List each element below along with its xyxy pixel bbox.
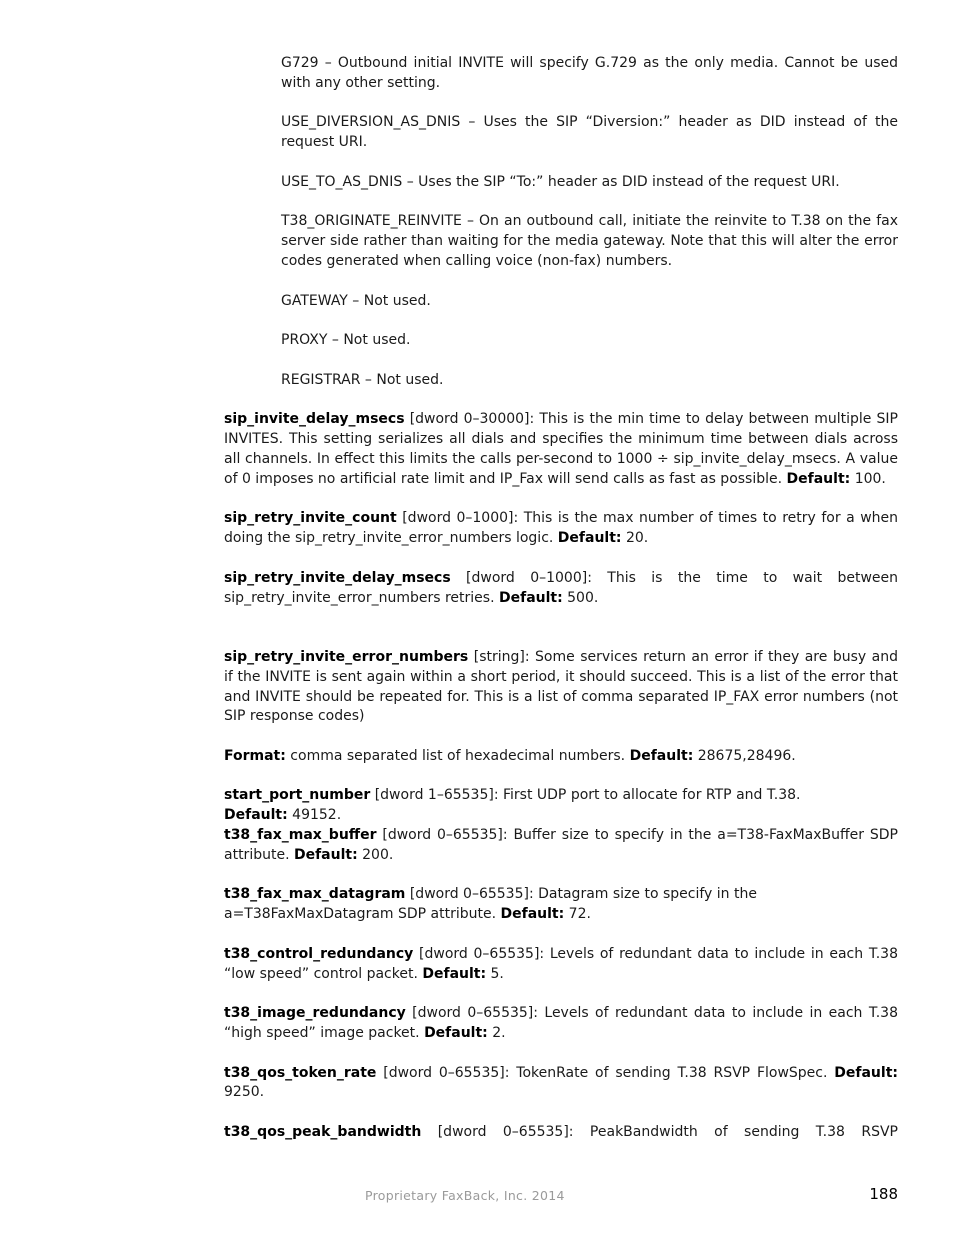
param-description: [dword 0–65535]: Levels of redundant data to include in each T.38 “high speed” image packet. xyxy=(224,1005,898,1042)
param-name: t38_qos_token_rate xyxy=(224,1064,377,1081)
option-registrar: REGISTRAR – Not used. xyxy=(281,371,444,388)
param-t38-fax-max-buffer xyxy=(224,826,898,866)
default-value: 2. xyxy=(487,1025,506,1042)
param-description: [dword 0–65535]: Levels of redundant data to include in each T.38 “low speed” control packet. xyxy=(224,945,898,982)
default-value: 20. xyxy=(621,530,649,547)
param-name: t38_fax_max_buffer xyxy=(224,827,377,844)
param-name: sip_invite_delay_msecs xyxy=(224,411,405,428)
option-use-to-as-dnis: USE_TO_AS_DNIS – Uses the SIP “To:” header as DID instead of the request URI. xyxy=(281,173,840,190)
document-page xyxy=(224,54,898,1163)
default-label: Default: xyxy=(424,1025,488,1042)
param-name: t38_control_redundancy xyxy=(224,945,414,962)
default-value: 72. xyxy=(564,906,591,923)
param-t38-qos-token-rate xyxy=(224,1064,898,1104)
param-t38-fax-max-datagram xyxy=(224,885,898,925)
param-description: [dword 0–65535]: PeakBandwidth of sending T.38 RSVP xyxy=(421,1124,898,1141)
default-value: 500. xyxy=(562,589,599,606)
option-g729: G729 – Outbound initial INVITE will specify G.729 as the only media. Cannot be used with any other setting. xyxy=(281,55,898,91)
default-label: Default: xyxy=(834,1064,898,1081)
format-line xyxy=(224,747,898,767)
param-name: t38_image_redundancy xyxy=(224,1005,406,1022)
default-label: Default: xyxy=(557,530,622,547)
default-value: 100. xyxy=(850,470,886,487)
default-label: Default: xyxy=(293,846,358,863)
default-label: Default: xyxy=(422,965,487,982)
option-t38-originate-reinvite: T38_ORIGINATE_REINVITE – On an outbound call, initiate the reinvite to T.38 on the fax server side rather than waiting for the media gateway. Note that this will alter the error codes generated when calling voice (non-fax) numbers. xyxy=(281,213,898,269)
param-name: t38_qos_peak_bandwidth xyxy=(224,1124,422,1141)
default-label: Default: xyxy=(629,747,694,764)
param-name: sip_retry_invite_delay_msecs xyxy=(224,569,451,586)
param-description: [dword 0–65535]: Datagram size to specify in the xyxy=(405,886,757,903)
page-number: 188 xyxy=(869,1185,898,1203)
param-t38-image-redundancy xyxy=(224,1004,898,1044)
default-label: Default: xyxy=(224,807,288,824)
default-label: Default: xyxy=(786,470,851,487)
param-name: sip_retry_invite_error_numbers xyxy=(224,648,469,665)
param-t38-qos-peak-bandwidth xyxy=(224,1123,898,1143)
param-sip-retry-invite-delay-msecs xyxy=(224,569,898,609)
default-value: 5. xyxy=(486,965,504,982)
param-name: start_port_number xyxy=(224,787,371,804)
param-sip-invite-delay-msecs xyxy=(224,410,898,489)
param-description: [dword 0–65535]: TokenRate of sending T.38 RSVP FlowSpec. xyxy=(376,1064,835,1081)
default-value: 9250. xyxy=(224,1084,265,1101)
default-value: 28675,28496. xyxy=(693,747,796,764)
param-name: sip_retry_invite_count xyxy=(224,510,397,527)
param-sip-retry-invite-count xyxy=(224,509,898,549)
param-description: [dword 0–30000]: This is the min time to delay between multiple SIP INVITES. This setting serializes all dials and specifies the minimum time between dials across all channels. In effect this limits the calls per-second to 1000 ÷ sip_invite_delay_msecs. A value of 0 imposes no artificial rate limit and IP_Fax will send calls as fast as possible. xyxy=(224,411,898,487)
param-description-cont: a=T38FaxMaxDatagram SDP attribute. xyxy=(224,906,501,923)
param-description: [dword 0–1000]: This is the time to wait between sip_retry_invite_error_numbers retries. xyxy=(224,569,898,606)
param-description: [dword 0–1000]: This is the max number of times to retry for a when doing the sip_retry_invite_error_numbers logic. xyxy=(224,510,898,547)
param-description: [dword 1–65535]: First UDP port to allocate for RTP and T.38. xyxy=(370,787,801,804)
option-gateway: GATEWAY – Not used. xyxy=(281,292,431,309)
default-label: Default: xyxy=(498,589,563,606)
footer-copyright: Proprietary FaxBack, Inc. 2014 xyxy=(365,1188,565,1203)
default-value: 200. xyxy=(357,846,394,863)
option-proxy: PROXY – Not used. xyxy=(281,332,411,349)
param-t38-control-redundancy xyxy=(224,945,898,985)
default-label: Default: xyxy=(500,906,565,923)
param-name: t38_fax_max_datagram xyxy=(224,886,406,903)
default-value: 49152. xyxy=(287,807,342,824)
param-description: [string]: Some services return an error if they are busy and if the INVITE is sent again within a short period, it should succeed. This is a list of the error that and INVITE should be repeated for. This is a list of comma separated IP_FAX error numbers (not SIP response codes) xyxy=(224,648,898,725)
format-description: comma separated list of hexadecimal numbers. xyxy=(285,747,630,764)
option-use-diversion-as-dnis: USE_DIVERSION_AS_DNIS – Uses the SIP “Diversion:” header as DID instead of the request URI. xyxy=(281,114,898,151)
param-description: [dword 0–65535]: Buffer size to specify in the a=T38-FaxMaxBuffer SDP attribute. xyxy=(224,827,898,863)
param-start-port-number xyxy=(224,786,898,826)
param-sip-retry-invite-error-numbers xyxy=(224,648,898,727)
format-label: Format: xyxy=(224,747,286,764)
